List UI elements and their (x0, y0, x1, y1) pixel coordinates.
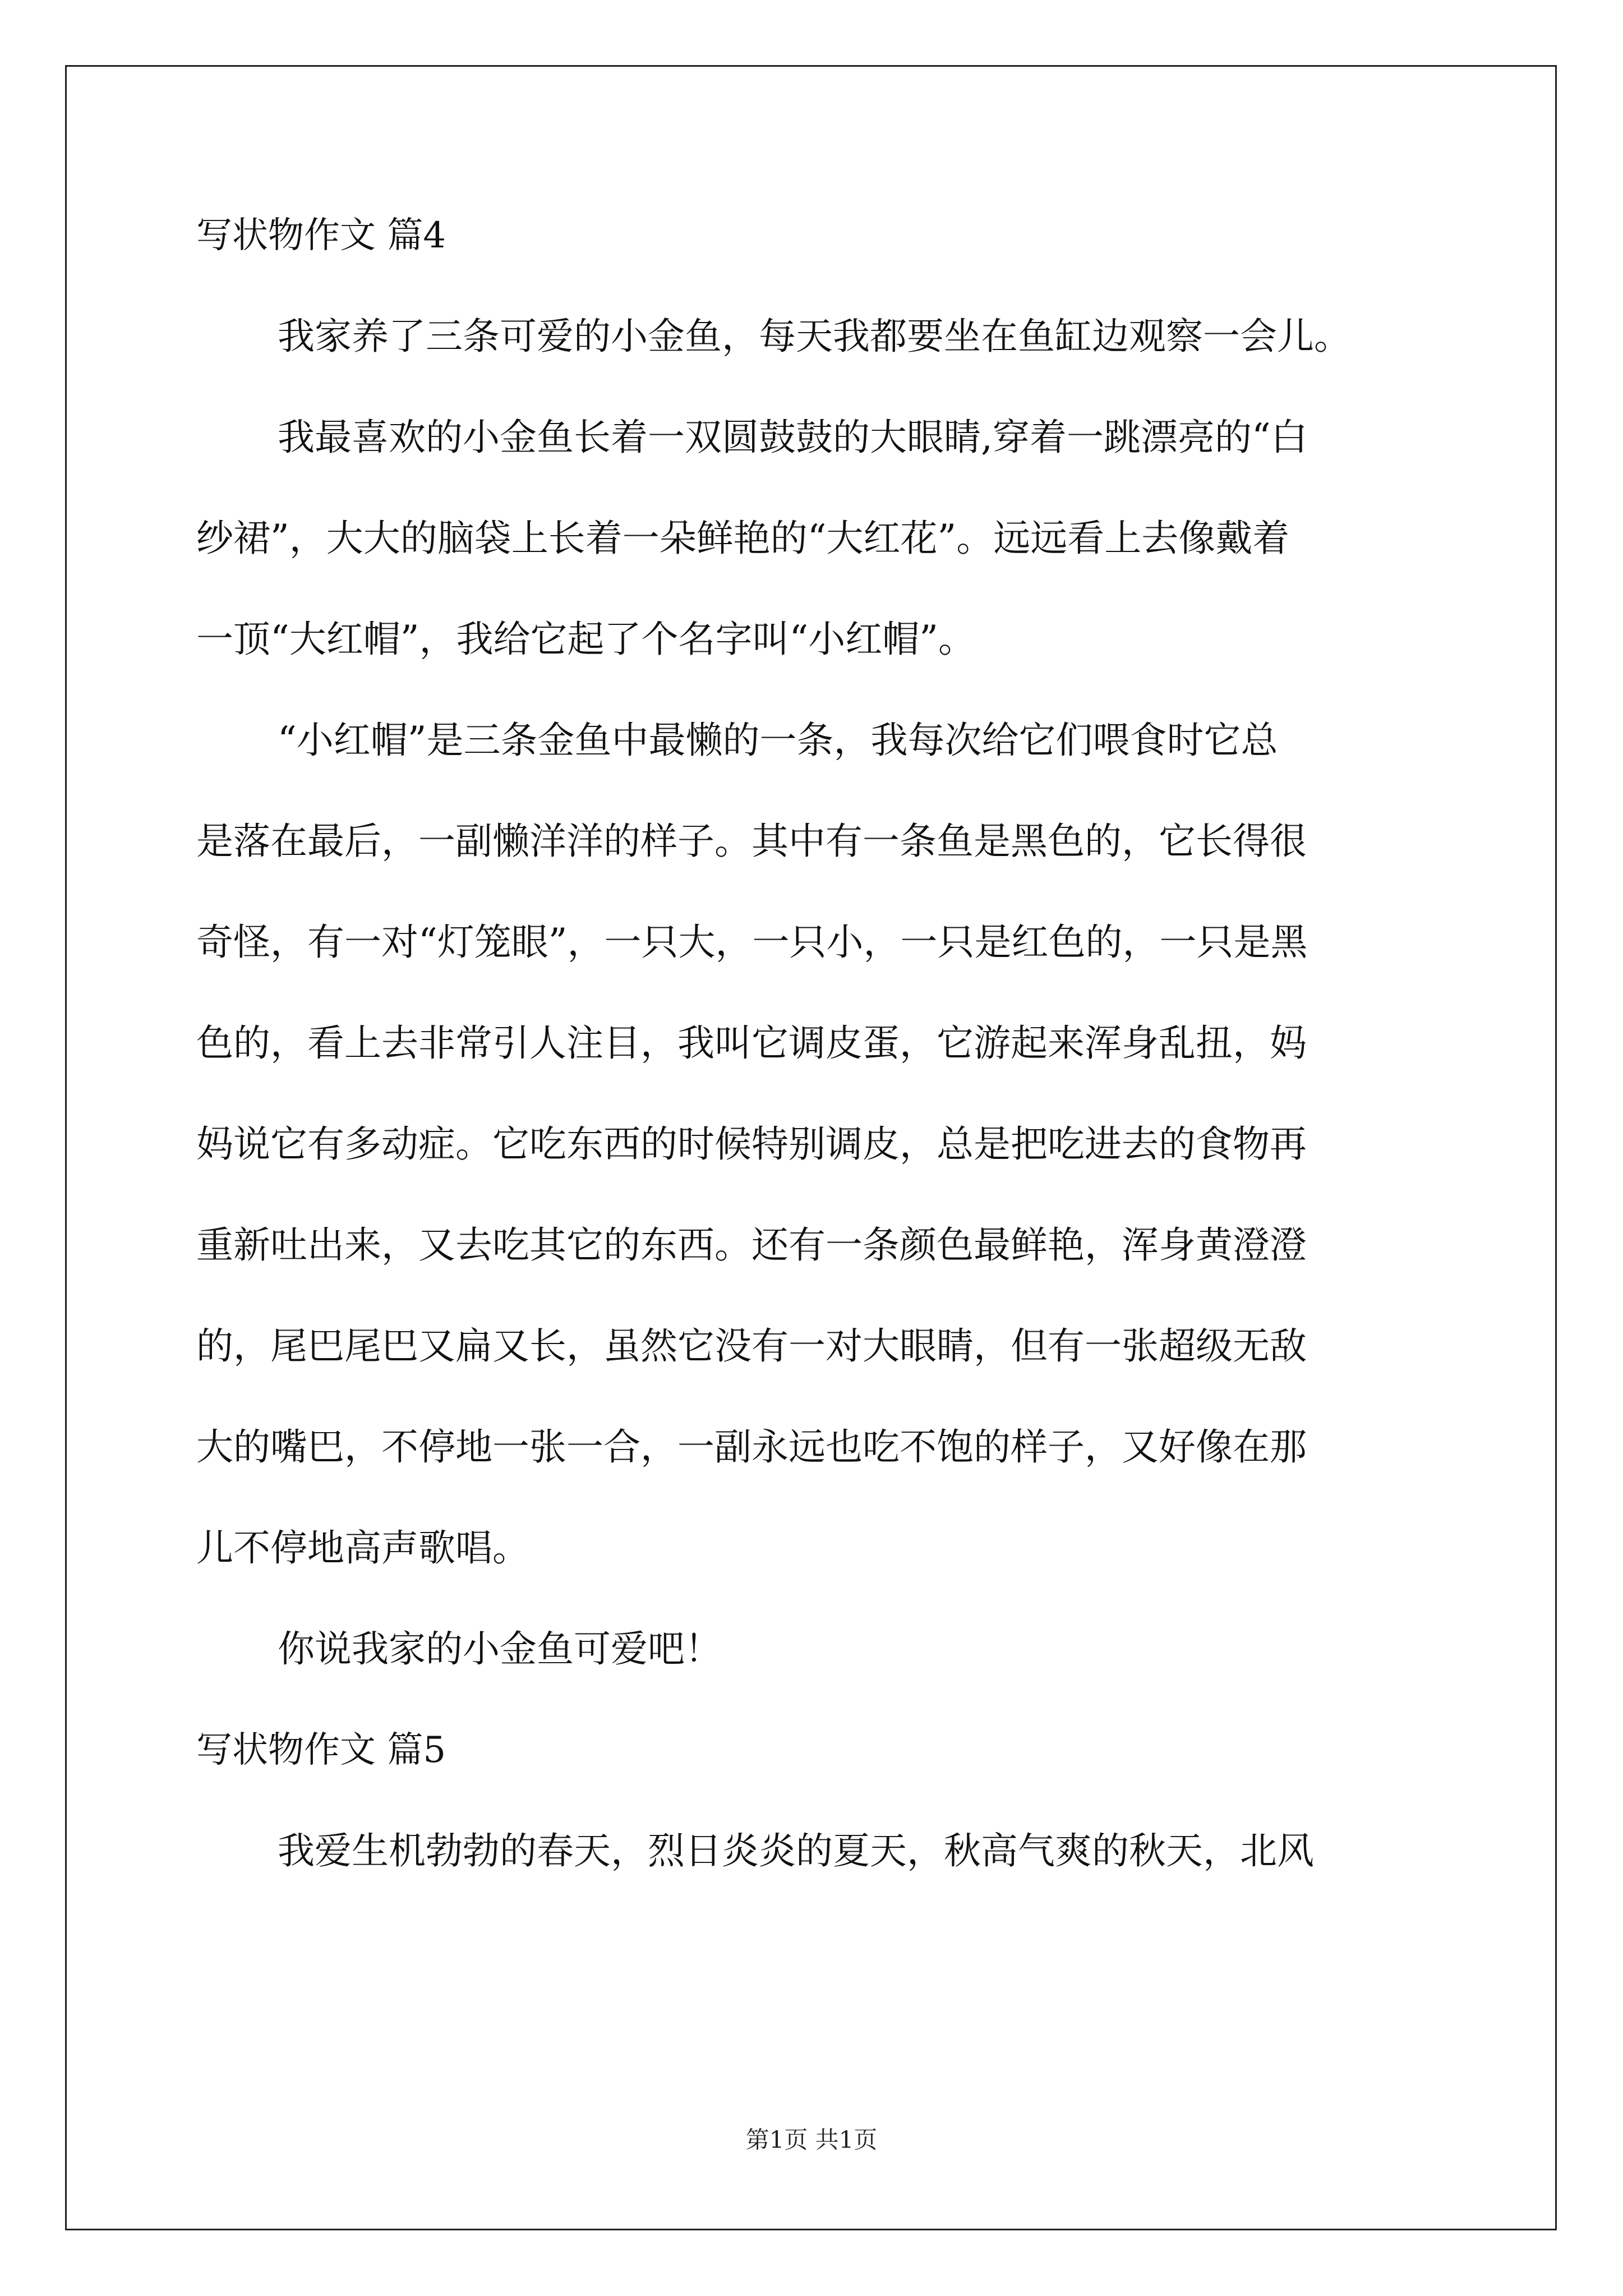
paragraph-line: 纱裙”，大大的脑袋上长着一朵鲜艳的“大红花”。远远看上去像戴着 (196, 517, 1290, 560)
section-heading-5: 写状物作文 篇5 (196, 1729, 446, 1771)
paragraph-line: “小红帽”是三条金鱼中最懒的一条，我每次给它们喂食时它总 (278, 719, 1278, 762)
paragraph-line: 重新吐出来，又去吃其它的东西。还有一条颜色最鲜艳，浑身黄澄澄 (196, 1223, 1307, 1267)
page-footer: 第1页 共1页 (745, 2126, 878, 2154)
paragraph-line: 儿不停地高声歌唱。 (196, 1526, 529, 1570)
paragraph-line: 色的，看上去非常引人注目，我叫它调皮蛋，它游起来浑身乱扭，妈 (196, 1022, 1307, 1065)
paragraph-line: 妈说它有多动症。它吃东西的时候特别调皮，总是把吃进去的食物再 (196, 1122, 1307, 1166)
section-heading-4: 写状物作文 篇4 (196, 215, 446, 256)
paragraph-line: 我爱生机勃勃的春天，烈日炎炎的夏天，秋高气爽的秋天，北风 (278, 1829, 1314, 1872)
paragraph-line: 是落在最后，一副懒洋洋的样子。其中有一条鱼是黑色的，它长得很 (196, 820, 1307, 863)
paragraph-line: 我最喜欢的小金鱼长着一双圆鼓鼓的大眼睛,穿着一跳漂亮的“白 (278, 416, 1308, 459)
paragraph-line: 一顶“大红帽”，我给它起了个名字叫“小红帽”。 (196, 618, 975, 661)
paragraph-line: 我家养了三条可爱的小金鱼，每天我都要坐在鱼缸边观察一会儿。 (278, 315, 1351, 358)
paragraph-line: 你说我家的小金鱼可爱吧！ (278, 1627, 722, 1671)
paragraph-line: 大的嘴巴，不停地一张一合，一副永远也吃不饱的样子，又好像在那 (196, 1425, 1307, 1469)
paragraph-line: 的，尾巴尾巴又扁又长，虽然它没有一对大眼睛，但有一张超级无敌 (196, 1324, 1307, 1368)
paragraph-line: 奇怪，有一对“灯笼眼”，一只大，一只小，一只是红色的，一只是黑 (196, 921, 1308, 964)
